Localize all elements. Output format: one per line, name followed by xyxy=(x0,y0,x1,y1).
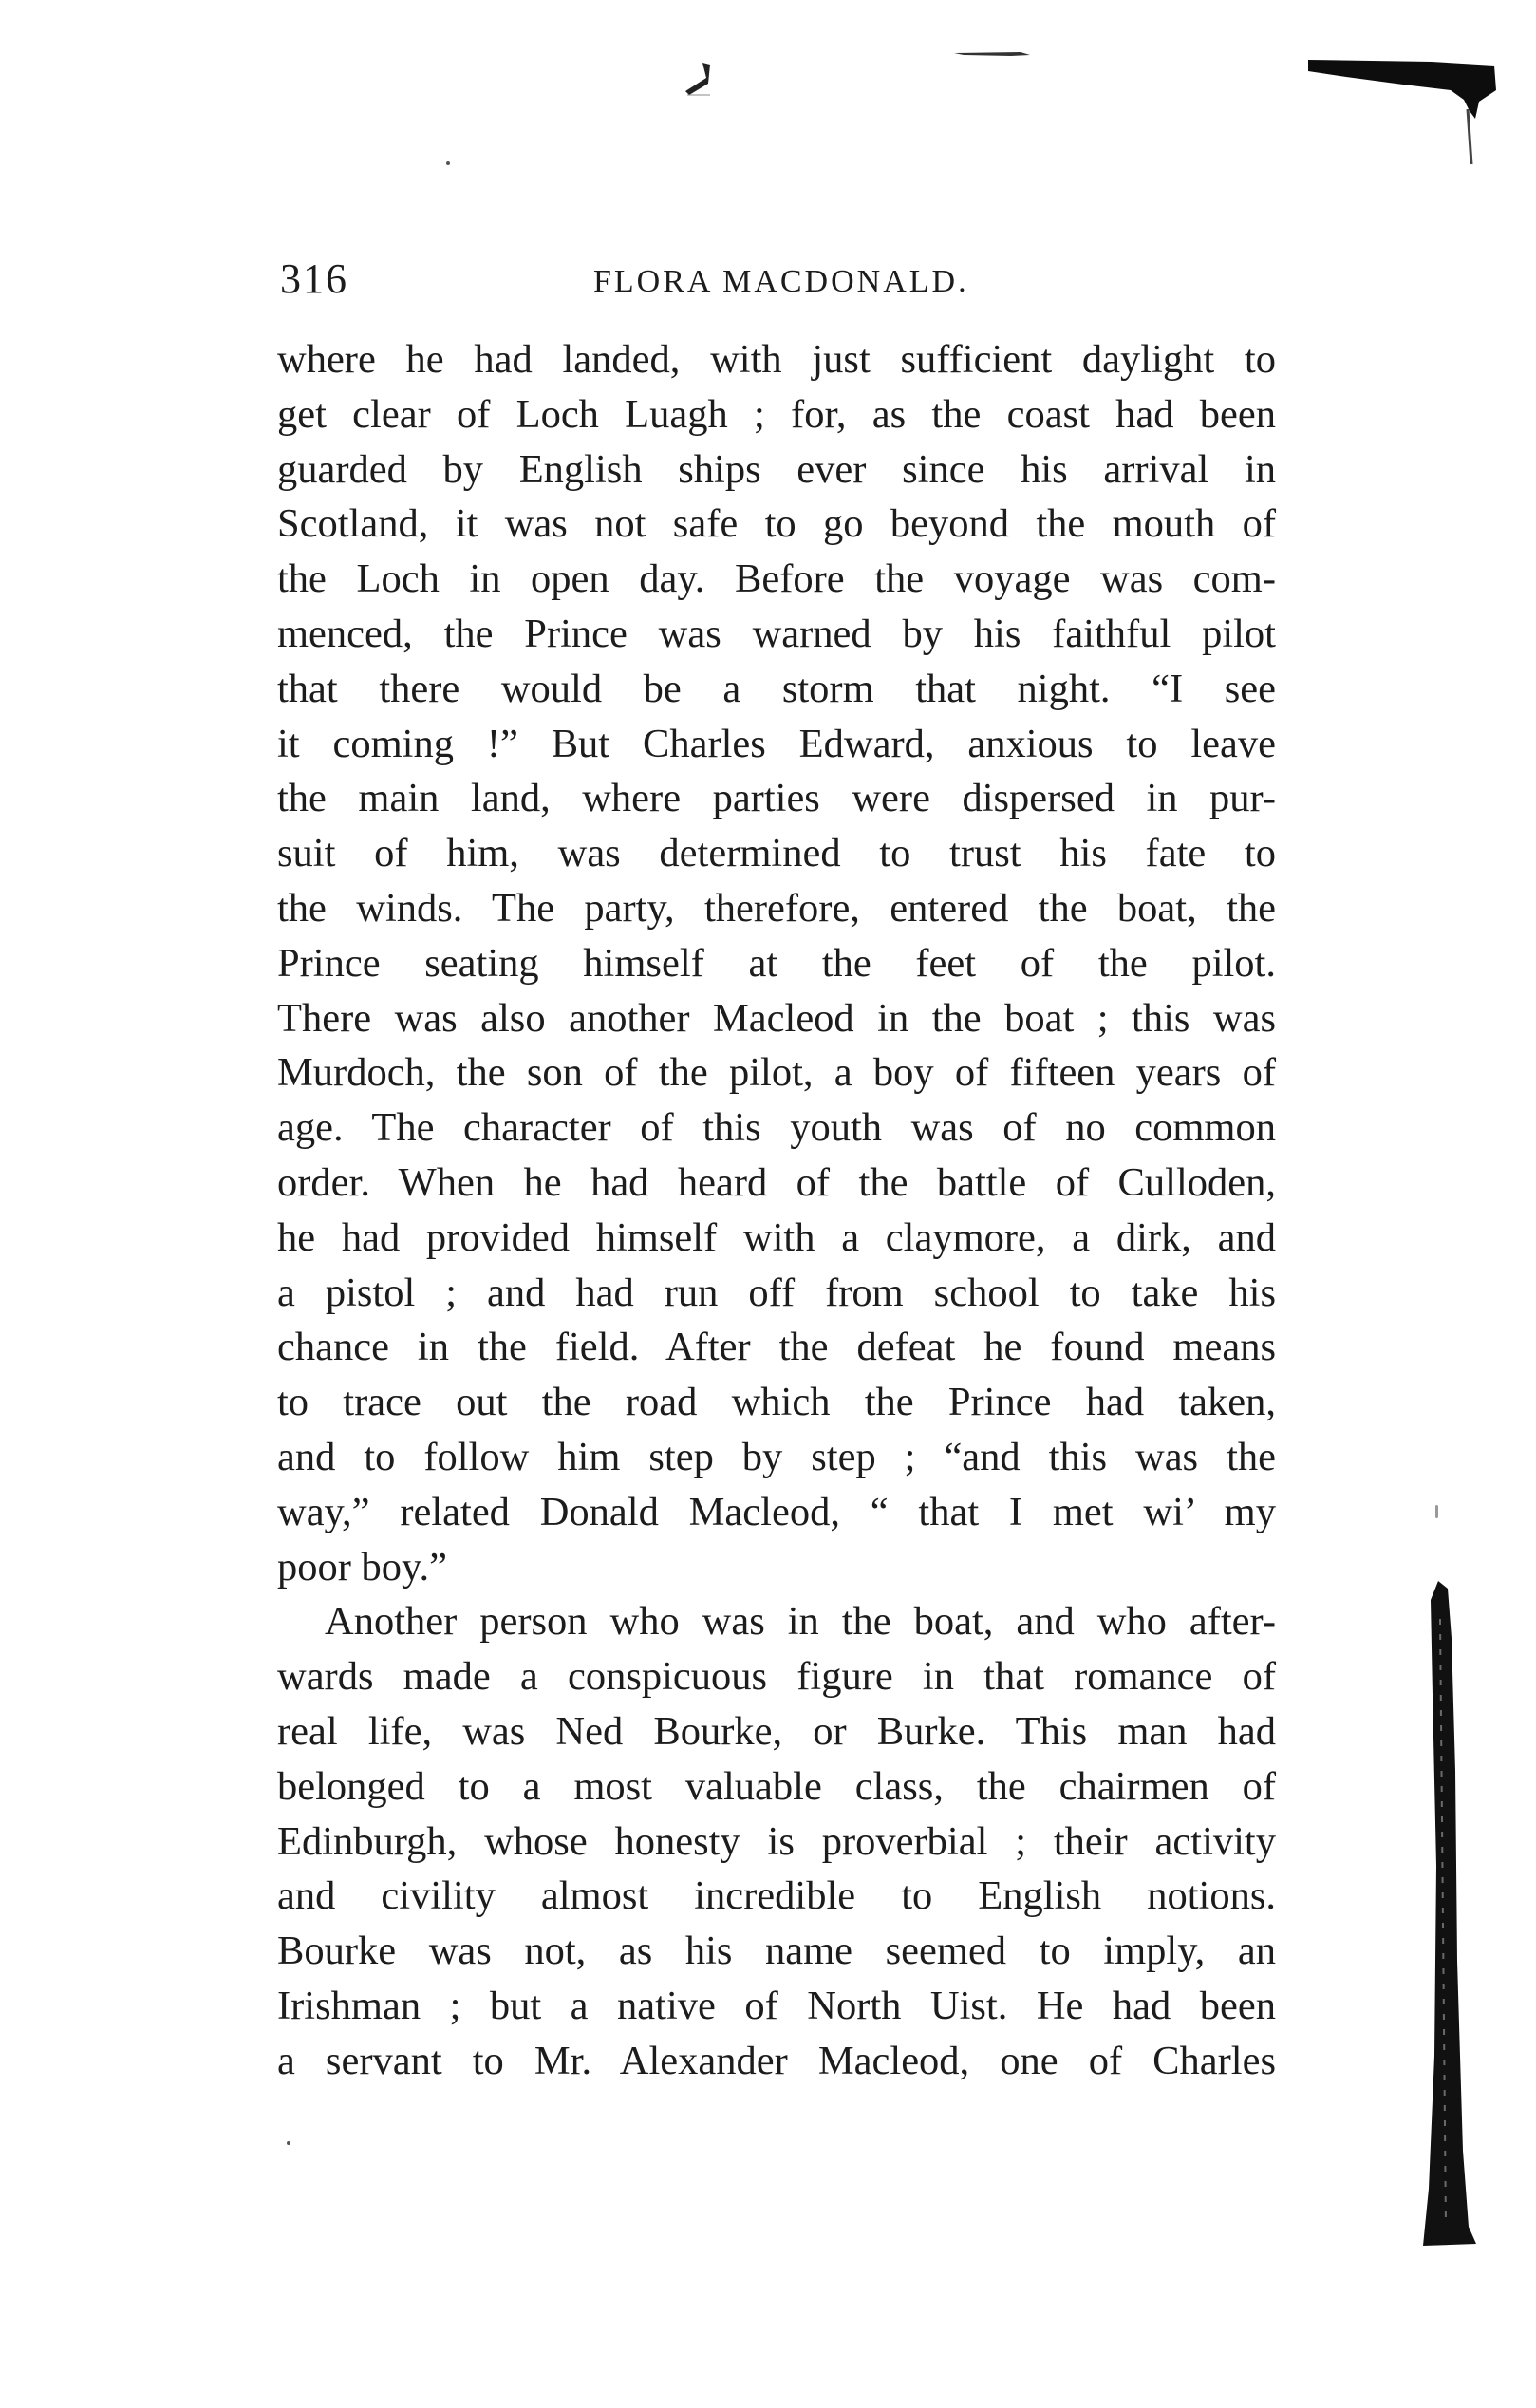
text-line: real life, was Ned Bourke, or Burke. This man had xyxy=(277,1708,1276,1754)
text-line: Edinburgh, whose honesty is proverbial ; their activity xyxy=(277,1818,1276,1864)
text-line: There was also another Macleod in the boat ; this was xyxy=(277,995,1276,1041)
text-line: age. The character of this youth was of no common xyxy=(277,1105,1276,1151)
text-line: the Loch in open day. Before the voyage was com- xyxy=(277,556,1276,602)
dust-speck xyxy=(1435,1505,1438,1518)
running-title: FLORA MACDONALD. xyxy=(593,264,969,299)
text-line: Prince seating himself at the feet of the pilot. xyxy=(277,940,1276,986)
text-line: way,” related Donald Macleod, “ that I met wi’ my xyxy=(277,1489,1276,1534)
page-number: 316 xyxy=(280,255,348,302)
text-line: get clear of Loch Luagh ; for, as the coast had been xyxy=(277,391,1276,437)
text-line: order. When he had heard of the battle of Culloden, xyxy=(277,1159,1276,1205)
text-line: Irishman ; but a native of North Uist. He had been xyxy=(277,1983,1276,2028)
text-line: and civility almost incredible to English notions. xyxy=(277,1873,1276,1919)
text-line: and to follow him step by step ; “and this was the xyxy=(277,1434,1276,1479)
text-line: it coming !” But Charles Edward, anxious to leave xyxy=(277,721,1276,766)
scan-artifact-icon xyxy=(954,49,1030,59)
paragraph-start-line: Another person who was in the boat, and who after- xyxy=(325,1599,1276,1645)
text-line: menced, the Prince was warned by his faithful pilot xyxy=(277,611,1276,656)
text-line: where he had landed, with just sufficient daylight to xyxy=(277,337,1276,382)
ink-mark-icon xyxy=(682,59,714,97)
text-line: Scotland, it was not safe to go beyond the mouth of xyxy=(277,501,1276,547)
text-line: belonged to a most valuable class, the chairmen of xyxy=(277,1763,1276,1809)
text-line: chance in the field. After the defeat he found means xyxy=(277,1325,1276,1370)
text-line: Murdoch, the son of the pilot, a boy of fifteen years of xyxy=(277,1050,1276,1096)
text-line: suit of him, was determined to trust his fate to xyxy=(277,831,1276,876)
text-line: Bourke was not, as his name seemed to imply, an xyxy=(277,1928,1276,1974)
dust-speck xyxy=(287,2141,290,2145)
paragraph-end-line: poor boy.” xyxy=(277,1544,448,1590)
binding-shadow-icon xyxy=(1419,1581,1478,2246)
text-line: a servant to Mr. Alexander Macleod, one of Charles xyxy=(277,2038,1276,2083)
page-edge-shadow-icon xyxy=(1308,52,1496,166)
text-line: to trace out the road which the Prince had taken, xyxy=(277,1380,1276,1425)
text-line: the main land, where parties were dispersed in pur- xyxy=(277,776,1276,821)
text-line: a pistol ; and had run off from school to take his xyxy=(277,1270,1276,1315)
text-line: that there would be a storm that night. “I see xyxy=(277,666,1276,711)
dust-speck xyxy=(446,161,450,165)
text-line: the winds. The party, therefore, entered the boat, the xyxy=(277,885,1276,931)
running-header xyxy=(280,254,1277,311)
body-text xyxy=(277,332,1276,2089)
text-line: he had provided himself with a claymore, a dirk, and xyxy=(277,1214,1276,1260)
text-line: wards made a conspicuous figure in that romance of xyxy=(277,1654,1276,1700)
text-line: guarded by English ships ever since his arrival in xyxy=(277,446,1276,492)
